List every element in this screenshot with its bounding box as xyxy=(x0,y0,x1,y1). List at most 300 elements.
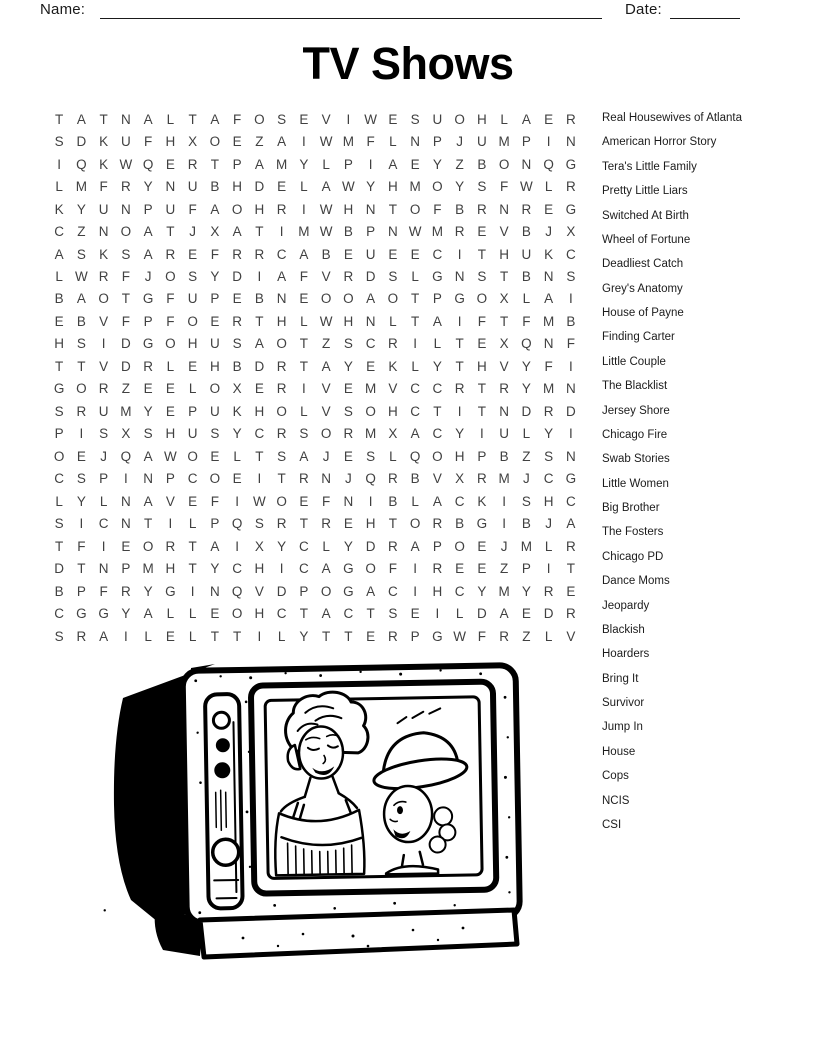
word-list-item: Tera's Little Family xyxy=(602,160,697,173)
grid-letter: E xyxy=(477,561,487,577)
grid-letter: O xyxy=(476,291,488,307)
grid-letter: T xyxy=(144,516,153,532)
grid-letter: O xyxy=(432,448,443,464)
grid-letter: E xyxy=(210,313,220,329)
grid-letter: V xyxy=(566,628,576,644)
grid-letter: D xyxy=(521,403,532,419)
grid-letter: O xyxy=(320,291,332,307)
grid-letter: E xyxy=(544,201,554,217)
date-blank-line xyxy=(670,0,740,19)
grid-letter: R xyxy=(121,179,131,195)
grid-letter: V xyxy=(499,358,509,374)
grid-letter: D xyxy=(477,606,487,622)
grid-letter: M xyxy=(543,313,555,329)
grid-letter: S xyxy=(366,448,376,464)
grid-letter: I xyxy=(279,224,284,240)
grid-letter: E xyxy=(121,538,131,554)
grid-letter: B xyxy=(343,224,353,240)
grid-letter: S xyxy=(477,269,487,285)
grid-letter: D xyxy=(254,179,265,195)
grid-letter: W xyxy=(319,201,333,217)
grid-letter: B xyxy=(321,246,331,262)
grid-letter: L xyxy=(389,448,397,464)
grid-letter: T xyxy=(344,628,353,644)
grid-letter: F xyxy=(322,493,331,509)
grid-letter: U xyxy=(165,201,176,217)
grid-letter: X xyxy=(455,471,465,487)
grid-letter: Z xyxy=(500,561,509,577)
grid-letter: R xyxy=(121,583,131,599)
grid-letter: A xyxy=(566,516,576,532)
grid-letter: A xyxy=(432,313,442,329)
grid-letter: F xyxy=(77,538,86,554)
grid-letter: H xyxy=(477,358,487,374)
grid-letter: T xyxy=(166,224,175,240)
grid-letter: Z xyxy=(522,628,531,644)
grid-letter: N xyxy=(566,134,576,150)
grid-letter: R xyxy=(499,381,509,397)
grid-letter: C xyxy=(54,471,64,487)
grid-letter: X xyxy=(232,381,242,397)
grid-letter: A xyxy=(143,111,153,127)
grid-letter: X xyxy=(566,224,576,240)
grid-letter: I xyxy=(479,426,484,442)
grid-letter: L xyxy=(300,179,308,195)
grid-letter: E xyxy=(210,448,220,464)
grid-letter: F xyxy=(366,134,375,150)
grid-letter: O xyxy=(187,448,198,464)
grid-letter: W xyxy=(319,224,333,240)
grid-letter: E xyxy=(165,381,175,397)
grid-letter: H xyxy=(210,358,220,374)
grid-letter: V xyxy=(165,493,175,509)
grid-letter: E xyxy=(299,291,309,307)
grid-letter: D xyxy=(566,403,576,419)
grid-letter: Y xyxy=(544,426,554,442)
grid-letter: C xyxy=(276,246,287,262)
grid-letter: T xyxy=(55,538,64,554)
grid-letter: T xyxy=(121,291,130,307)
grid-letter: G xyxy=(76,606,87,622)
grid-letter: T xyxy=(411,291,420,307)
grid-letter: O xyxy=(120,224,132,240)
grid-letter: F xyxy=(477,628,486,644)
grid-letter: E xyxy=(232,134,242,150)
grid-letter: W xyxy=(319,134,333,150)
grid-letter: Q xyxy=(365,471,376,487)
grid-letter: Z xyxy=(522,448,531,464)
grid-letter: I xyxy=(123,628,128,644)
grid-letter: G xyxy=(98,606,109,622)
grid-letter: J xyxy=(100,448,107,464)
grid-letter: O xyxy=(76,381,87,397)
grid-letter: A xyxy=(143,606,153,622)
grid-letter: V xyxy=(99,358,109,374)
grid-letter: E xyxy=(76,448,86,464)
grid-letter: T xyxy=(277,471,286,487)
word-list-item: House of Payne xyxy=(602,307,684,319)
grid-letter: P xyxy=(432,291,442,307)
grid-letter: D xyxy=(365,269,376,285)
grid-letter: B xyxy=(388,493,398,509)
grid-letter: T xyxy=(433,403,442,419)
grid-letter: G xyxy=(165,583,176,599)
grid-letter: F xyxy=(210,493,219,509)
grid-letter: C xyxy=(432,246,443,262)
grid-letter: N xyxy=(121,111,131,127)
grid-letter: U xyxy=(210,403,220,419)
grid-letter: A xyxy=(210,111,220,127)
grid-letter: M xyxy=(75,179,87,195)
grid-letter: Z xyxy=(322,336,331,352)
grid-letter: V xyxy=(321,381,331,397)
grid-letter: Y xyxy=(299,628,309,644)
grid-letter: A xyxy=(410,538,420,554)
grid-letter: Z xyxy=(455,156,464,172)
word-list-item: Real Housewives of Atlanta xyxy=(602,112,742,124)
grid-letter: H xyxy=(54,336,64,352)
grid-letter: O xyxy=(365,561,376,577)
grid-letter: K xyxy=(99,156,109,172)
grid-letter: A xyxy=(499,606,509,622)
grid-letter: L xyxy=(188,606,197,622)
grid-letter: T xyxy=(188,538,197,554)
grid-letter: O xyxy=(276,336,287,352)
grid-letter: S xyxy=(277,111,287,127)
grid-letter: F xyxy=(99,583,108,599)
grid-letter: R xyxy=(388,628,398,644)
grid-letter: M xyxy=(543,381,555,397)
grid-letter: N xyxy=(454,269,465,285)
grid-letter: I xyxy=(546,561,551,577)
grid-letter: T xyxy=(366,606,375,622)
grid-letter: B xyxy=(477,156,487,172)
grid-letter: E xyxy=(143,381,153,397)
grid-letter: K xyxy=(232,403,242,419)
grid-letter: T xyxy=(55,111,64,127)
grid-letter: H xyxy=(254,201,265,217)
grid-letter: J xyxy=(189,224,196,240)
grid-letter: D xyxy=(276,583,287,599)
grid-letter: I xyxy=(301,381,306,397)
grid-letter: S xyxy=(343,403,353,419)
grid-letter: R xyxy=(76,403,87,419)
word-list-item: Pretty Little Liars xyxy=(602,185,688,198)
grid-letter: R xyxy=(566,538,576,554)
grid-letter: S xyxy=(54,516,64,532)
grid-letter: T xyxy=(477,403,486,419)
grid-letter: L xyxy=(188,628,197,644)
grid-letter: R xyxy=(477,471,487,487)
grid-letter: M xyxy=(498,134,510,150)
grid-letter: L xyxy=(389,313,397,329)
grid-letter: D xyxy=(121,336,131,352)
date-label: Date: xyxy=(625,1,662,18)
grid-letter: S xyxy=(76,336,86,352)
grid-letter: Y xyxy=(143,179,153,195)
grid-letter: J xyxy=(144,269,152,285)
grid-letter: T xyxy=(255,448,264,464)
grid-letter: N xyxy=(499,201,509,217)
grid-letter: X xyxy=(254,538,264,554)
grid-letter: D xyxy=(543,606,554,622)
grid-letter: L xyxy=(166,606,175,622)
grid-letter: R xyxy=(232,246,242,262)
grid-letter: C xyxy=(454,493,465,509)
grid-letter: L xyxy=(500,111,508,127)
grid-letter: S xyxy=(54,403,64,419)
grid-letter: F xyxy=(566,336,575,352)
word-list-item: Deadliest Catch xyxy=(602,258,684,271)
grid-letter: S xyxy=(277,448,287,464)
grid-letter: R xyxy=(566,111,576,127)
grid-letter: I xyxy=(190,583,195,599)
grid-letter: H xyxy=(165,561,176,577)
grid-letter: I xyxy=(57,156,61,172)
grid-letter: A xyxy=(299,246,309,262)
grid-letter: T xyxy=(77,358,86,374)
grid-letter: L xyxy=(300,403,308,419)
grid-letter: E xyxy=(165,403,175,419)
grid-letter: Q xyxy=(142,156,154,172)
grid-letter: H xyxy=(477,111,487,127)
grid-letter: Y xyxy=(299,156,309,172)
grid-letter: E xyxy=(277,179,287,195)
grid-letter: C xyxy=(566,246,576,262)
grid-letter: O xyxy=(276,493,287,509)
grid-letter: B xyxy=(210,179,220,195)
grid-letter: T xyxy=(77,561,86,577)
grid-letter: U xyxy=(210,336,220,352)
grid-letter: I xyxy=(235,538,239,554)
grid-letter: A xyxy=(254,336,264,352)
grid-letter: N xyxy=(165,179,176,195)
grid-letter: P xyxy=(432,538,442,554)
grid-letter: A xyxy=(143,448,153,464)
grid-letter: R xyxy=(276,381,287,397)
grid-letter: R xyxy=(276,201,287,217)
grid-letter: I xyxy=(502,516,506,532)
grid-letter: U xyxy=(98,201,109,217)
grid-letter: Y xyxy=(210,269,220,285)
grid-letter: E xyxy=(566,583,576,599)
grid-letter: Y xyxy=(455,426,465,442)
grid-letter: S xyxy=(254,516,264,532)
word-list-item: Cops xyxy=(602,770,629,783)
grid-letter: Q xyxy=(521,336,532,352)
grid-letter: C xyxy=(410,381,420,397)
grid-letter: E xyxy=(477,336,487,352)
grid-letter: K xyxy=(99,134,109,150)
grid-letter: F xyxy=(210,246,219,262)
grid-letter: C xyxy=(454,583,465,599)
grid-letter: N xyxy=(365,201,376,217)
grid-letter: E xyxy=(410,156,420,172)
grid-letter: S xyxy=(210,426,220,442)
grid-letter: S xyxy=(299,426,309,442)
grid-letter: T xyxy=(188,111,197,127)
word-list-item: Chicago PD xyxy=(602,550,664,563)
grid-letter: L xyxy=(55,269,63,285)
grid-letter: B xyxy=(521,516,531,532)
grid-letter: W xyxy=(319,313,333,329)
grid-letter: S xyxy=(521,493,531,509)
word-list-item: American Horror Story xyxy=(602,136,717,149)
grid-letter: S xyxy=(477,179,487,195)
grid-letter: E xyxy=(455,561,465,577)
grid-letter: C xyxy=(254,426,265,442)
page-title: TV Shows xyxy=(302,38,514,89)
grid-letter: A xyxy=(321,179,331,195)
grid-letter: Z xyxy=(255,134,264,150)
grid-letter: A xyxy=(277,134,287,150)
grid-letter: O xyxy=(53,448,65,464)
grid-letter: L xyxy=(322,156,330,172)
grid-letter: F xyxy=(544,358,553,374)
grid-letter: U xyxy=(187,179,198,195)
grid-letter: Y xyxy=(455,179,465,195)
grid-letter: O xyxy=(254,111,265,127)
grid-letter: P xyxy=(210,291,220,307)
grid-letter: G xyxy=(343,561,354,577)
grid-letter: B xyxy=(566,313,576,329)
grid-letter: E xyxy=(299,493,309,509)
grid-letter: P xyxy=(210,516,220,532)
word-list-item: Finding Carter xyxy=(602,331,675,344)
grid-letter: K xyxy=(99,246,109,262)
grid-letter: M xyxy=(342,134,354,150)
grid-letter: Y xyxy=(76,201,86,217)
grid-letter: E xyxy=(343,448,353,464)
grid-letter: H xyxy=(276,313,287,329)
grid-letter: R xyxy=(165,246,176,262)
grid-letter: U xyxy=(187,291,198,307)
grid-letter: N xyxy=(98,224,109,240)
grid-letter: E xyxy=(410,606,420,622)
grid-letter: L xyxy=(544,538,553,554)
grid-letter: L xyxy=(55,179,63,195)
grid-letter: O xyxy=(432,179,443,195)
word-list-item: Swab Stories xyxy=(602,453,670,466)
grid-letter: O xyxy=(209,381,221,397)
grid-letter: J xyxy=(456,134,463,150)
grid-letter: Q xyxy=(76,156,87,172)
grid-letter: T xyxy=(477,381,486,397)
grid-letter: B xyxy=(232,358,242,374)
grid-letter: J xyxy=(345,471,352,487)
grid-letter: Y xyxy=(432,358,442,374)
grid-letter: N xyxy=(121,201,131,217)
grid-letter: I xyxy=(568,291,573,307)
grid-letter: A xyxy=(54,246,64,262)
grid-letter: Y xyxy=(477,583,487,599)
grid-letter: X xyxy=(499,336,509,352)
grid-letter: I xyxy=(368,493,373,509)
grid-letter: K xyxy=(477,493,487,509)
grid-letter: Y xyxy=(143,583,153,599)
word-list-item: Survivor xyxy=(602,697,645,709)
grid-letter: W xyxy=(520,179,533,195)
grid-letter: S xyxy=(388,606,398,622)
grid-letter: A xyxy=(321,561,331,577)
grid-letter: E xyxy=(477,538,487,554)
grid-letter: F xyxy=(433,201,442,217)
grid-letter: R xyxy=(432,516,443,532)
grid-letter: Q xyxy=(409,448,421,464)
grid-letter: L xyxy=(522,426,531,442)
grid-letter: C xyxy=(299,538,309,554)
grid-letter: O xyxy=(409,516,421,532)
grid-letter: A xyxy=(143,493,153,509)
grid-letter: I xyxy=(457,313,462,329)
grid-letter: E xyxy=(299,111,309,127)
grid-letter: F xyxy=(500,179,509,195)
grid-letter: A xyxy=(210,201,220,217)
grid-letter: A xyxy=(299,448,309,464)
tv-control-strip xyxy=(205,694,243,909)
grid-letter: A xyxy=(210,538,220,554)
grid-letter: L xyxy=(433,336,442,352)
grid-letter: E xyxy=(232,471,242,487)
grid-letter: C xyxy=(299,561,309,577)
grid-letter: A xyxy=(321,606,331,622)
grid-letter: Y xyxy=(277,538,287,554)
grid-letter: C xyxy=(388,583,398,599)
grid-letter: H xyxy=(254,606,265,622)
grid-letter: A xyxy=(254,156,264,172)
grid-letter: N xyxy=(543,269,554,285)
grid-letter: T xyxy=(322,628,331,644)
grid-letter: P xyxy=(410,628,420,644)
grid-letter: I xyxy=(279,561,284,577)
girl-hair-curl xyxy=(434,807,452,825)
grid-letter: R xyxy=(566,179,576,195)
grid-letter: Y xyxy=(232,426,242,442)
grid-letter: U xyxy=(477,134,487,150)
grid-letter: I xyxy=(301,201,306,217)
grid-letter: N xyxy=(521,156,532,172)
word-list-item: Chicago Fire xyxy=(602,428,668,441)
grid-letter: C xyxy=(432,381,443,397)
grid-letter: S xyxy=(54,628,64,644)
grid-letter: S xyxy=(388,269,398,285)
tv-base xyxy=(200,910,517,957)
grid-letter: V xyxy=(99,313,109,329)
grid-letter: D xyxy=(254,358,265,374)
grid-letter: L xyxy=(166,358,175,374)
grid-letter: T xyxy=(500,269,509,285)
grid-letter: P xyxy=(99,471,109,487)
grid-letter: L xyxy=(522,291,531,307)
grid-letter: N xyxy=(365,313,376,329)
grid-letter: E xyxy=(388,111,398,127)
grid-letter: M xyxy=(431,224,443,240)
grid-letter: B xyxy=(410,471,420,487)
grid-letter: J xyxy=(500,538,508,554)
grid-letter: O xyxy=(498,156,510,172)
grid-letter: Y xyxy=(143,403,153,419)
grid-letter: B xyxy=(54,291,64,307)
grid-letter: Q xyxy=(120,448,132,464)
grid-letter: A xyxy=(366,291,376,307)
name-label: Name: xyxy=(40,1,86,18)
grid-letter: F xyxy=(522,313,531,329)
grid-letter: R xyxy=(98,381,109,397)
grid-letter: N xyxy=(543,336,554,352)
grid-letter: M xyxy=(409,179,421,195)
grid-letter: D xyxy=(76,134,87,150)
word-list-item: The Blacklist xyxy=(602,380,668,393)
